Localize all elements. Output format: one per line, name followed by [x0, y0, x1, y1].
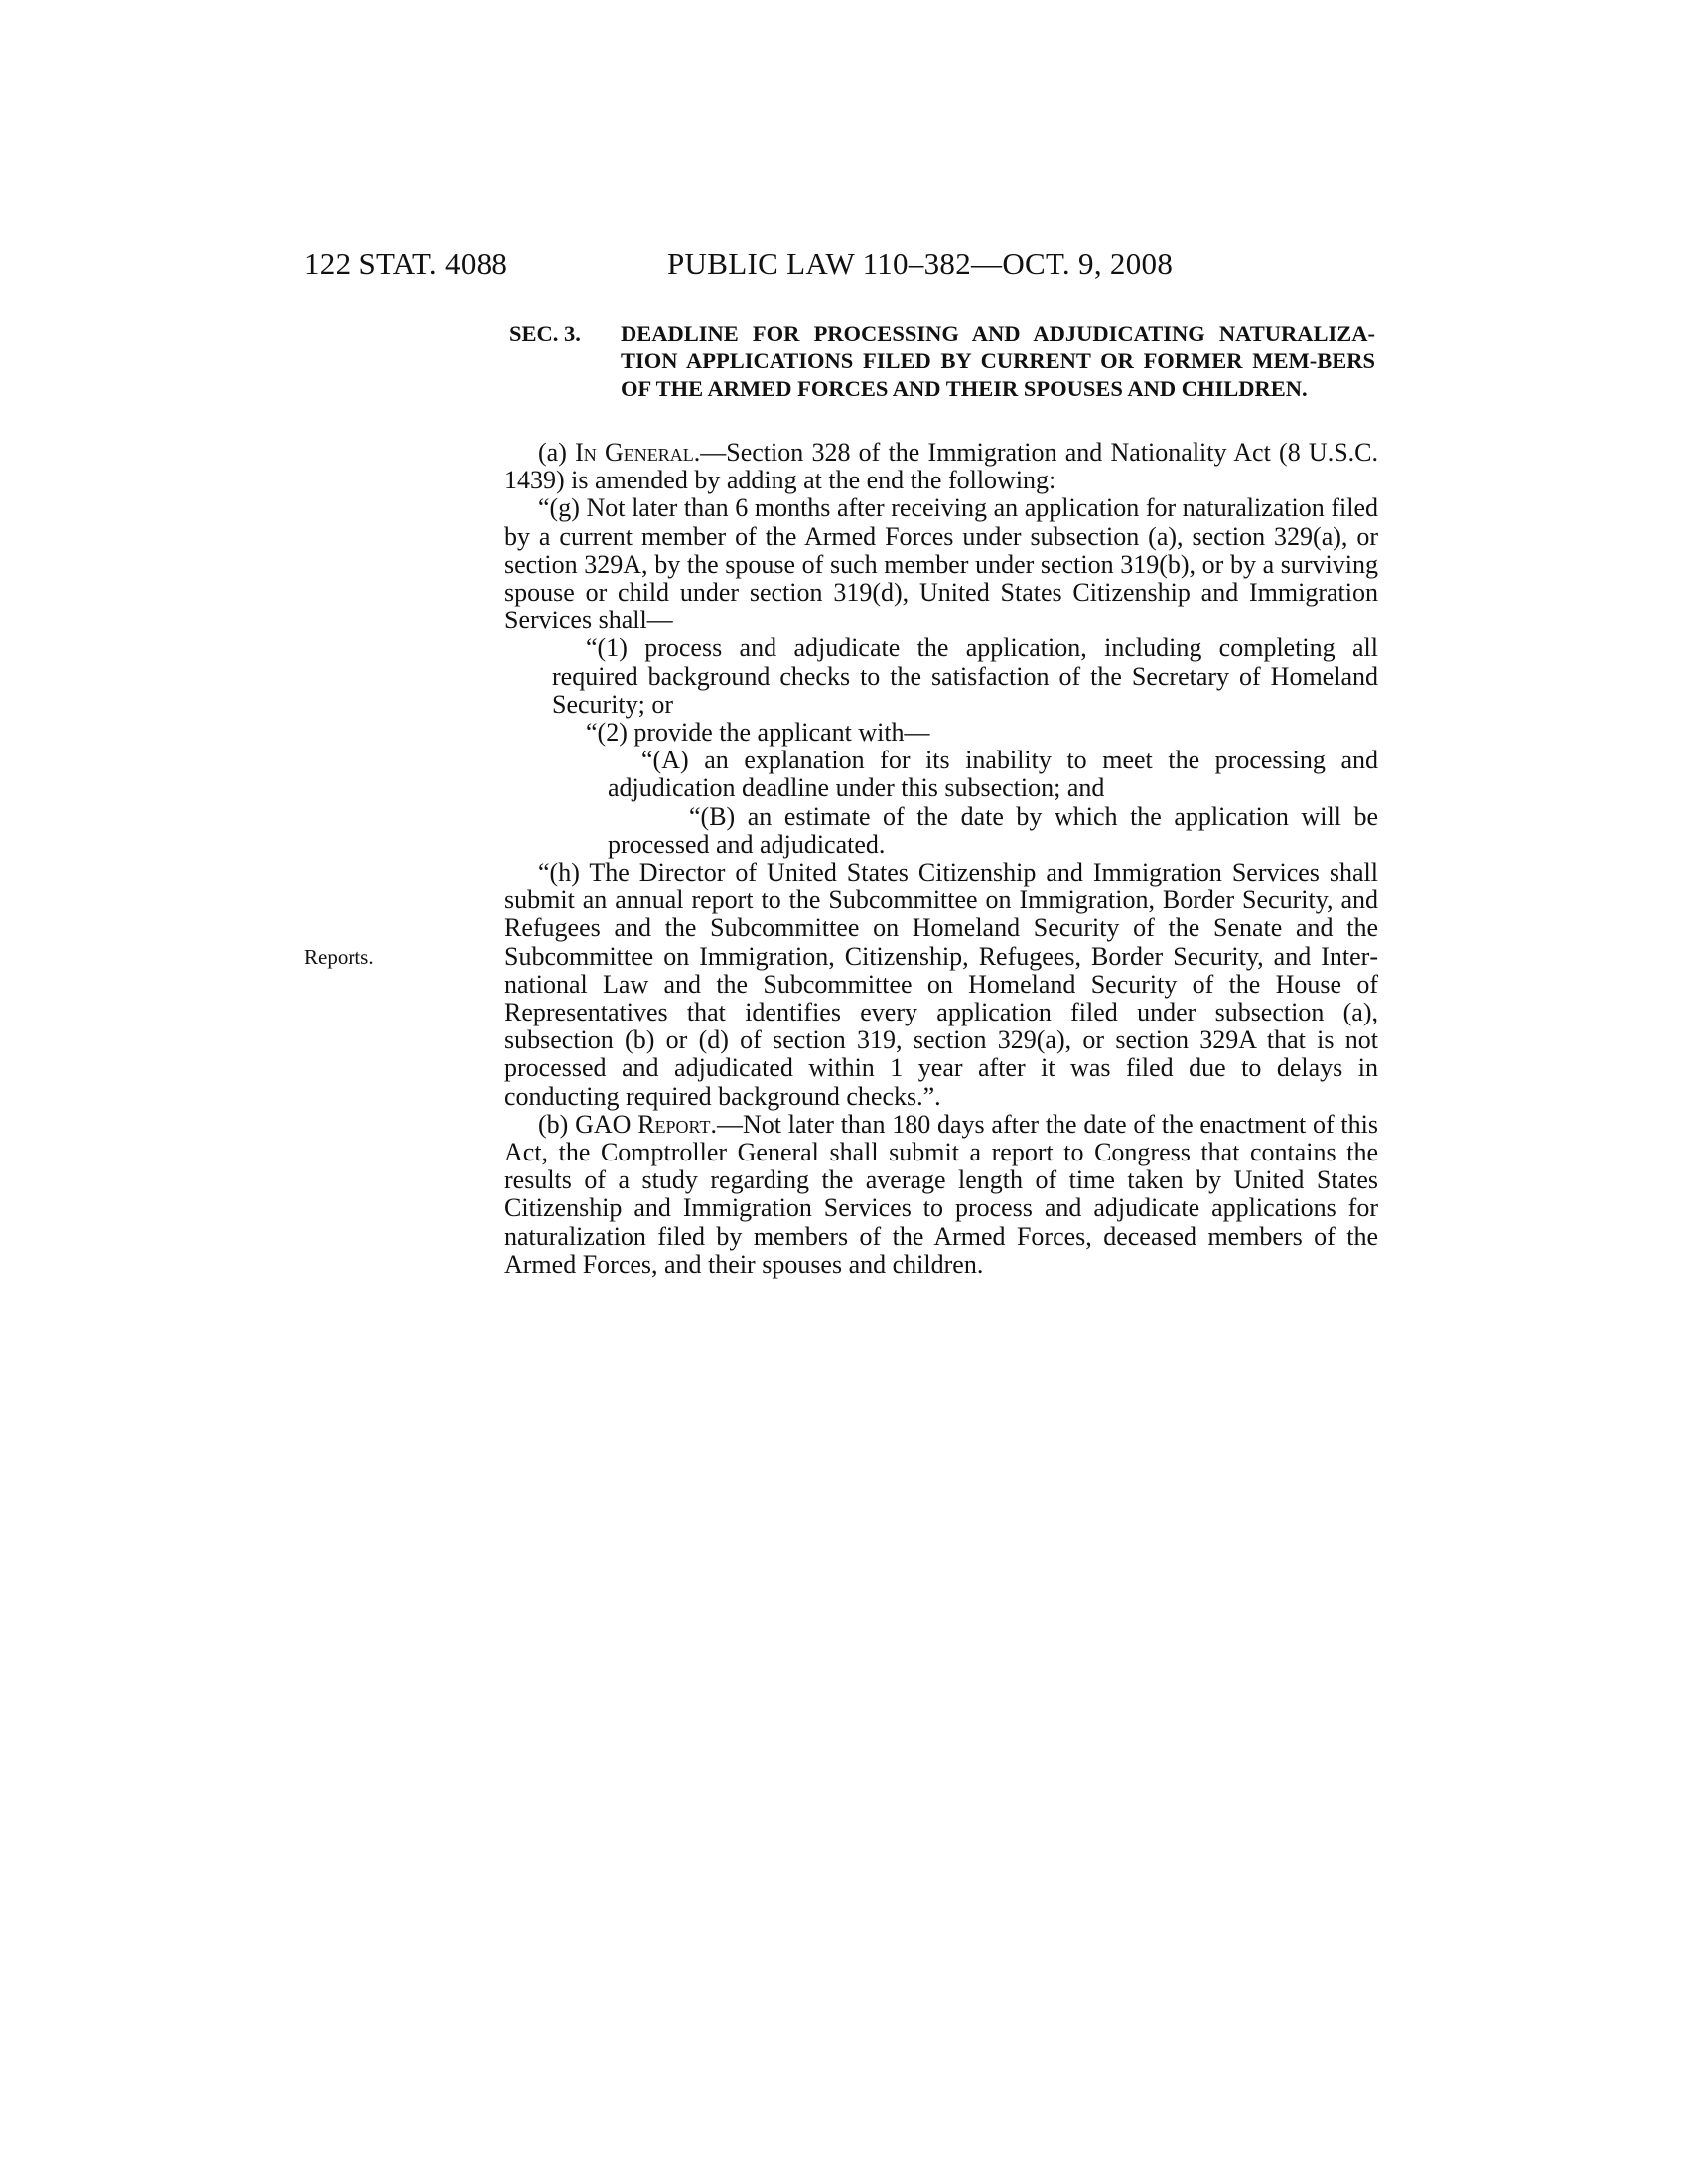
subsection-b	[504, 1111, 1378, 1279]
subsection-a	[504, 439, 1378, 494]
margin-note-reports: Reports.	[304, 945, 374, 969]
subsection-b-heading: GAO Report	[575, 1109, 711, 1139]
paragraph-gB: “(B) an estimate of the date by which the application will be processed and adjudicated.	[608, 801, 1378, 859]
section-heading	[509, 320, 1375, 403]
subsection-b-label: (b)	[538, 1109, 576, 1139]
paragraph-g: “(g) Not later than 6 months after receiving an application for naturalization filed by a current member of the Armed Forces under subsection (a), section 329(a), or section 329A, by the spouse of such member under section 319(b), or by a surviving spouse or child under section 319(d), United States Citizenship and Immigration Services shall—	[504, 493, 1378, 635]
subsection-b-text: .—Not later than 180 days after the date of the enactment of this Act, the Comptroller General shall submit a report to Congress that contains the results of a study regarding the average length of time taken by United States Citizenship and Immigration Services to process and adjudicate applications for naturalization filed by members of the Armed Forces, deceased members of the Armed Forces, and their spouses and children.	[504, 1109, 1378, 1279]
section-body	[504, 439, 1378, 1279]
running-head: PUBLIC LAW 110–382—OCT. 9, 2008	[667, 246, 1174, 281]
stat-citation: 122 STAT. 4088	[304, 246, 508, 281]
section-number: SEC. 3.	[509, 321, 581, 345]
subsection-a-heading: In General	[575, 438, 694, 467]
paragraph-g1: “(1) process and adjudicate the application, including completing all required background checks to the satisfaction of the Secretary of Homeland Security; or	[552, 633, 1378, 719]
section-title: DEADLINE FOR PROCESSING AND ADJUDICATING NATURALIZA-TION APPLICATIONS FILED BY CURRENT OR FORMER MEM-BERS OF THE ARMED FORCES AND THEIR SPOUSES AND CHILDREN.	[621, 321, 1375, 401]
subsection-a-text: .—Section 328 of the Immigration and Nationality Act (8 U.S.C. 1439) is amended by adding at the end the following:	[504, 438, 1378, 495]
subsection-a-label: (a)	[538, 438, 576, 467]
paragraph-gA: “(A) an explanation for its inability to meet the processing and adjudication deadline under this subsection; and	[608, 746, 1378, 803]
paragraph-g2: “(2) provide the applicant with—	[586, 718, 930, 748]
paragraph-h: “(h) The Director of United States Citizenship and Immigration Services shall submit an annual report to the Subcommittee on Immigration, Border Security, and Refugees and the Subcommittee on Homeland Security of the Senate and the Subcommittee on Immigration, Citizenship, Refugees, Border Security, and International Law and the Subcommittee on Homeland Security of the House of Representatives that identifies every application filed under subsection (a), subsection (b) or (d) of section 319, section 329(a), or section 329A that is not processed and adjudicated within 1 year after it was filed due to delays in conducting required background checks.”.	[504, 858, 1378, 1111]
